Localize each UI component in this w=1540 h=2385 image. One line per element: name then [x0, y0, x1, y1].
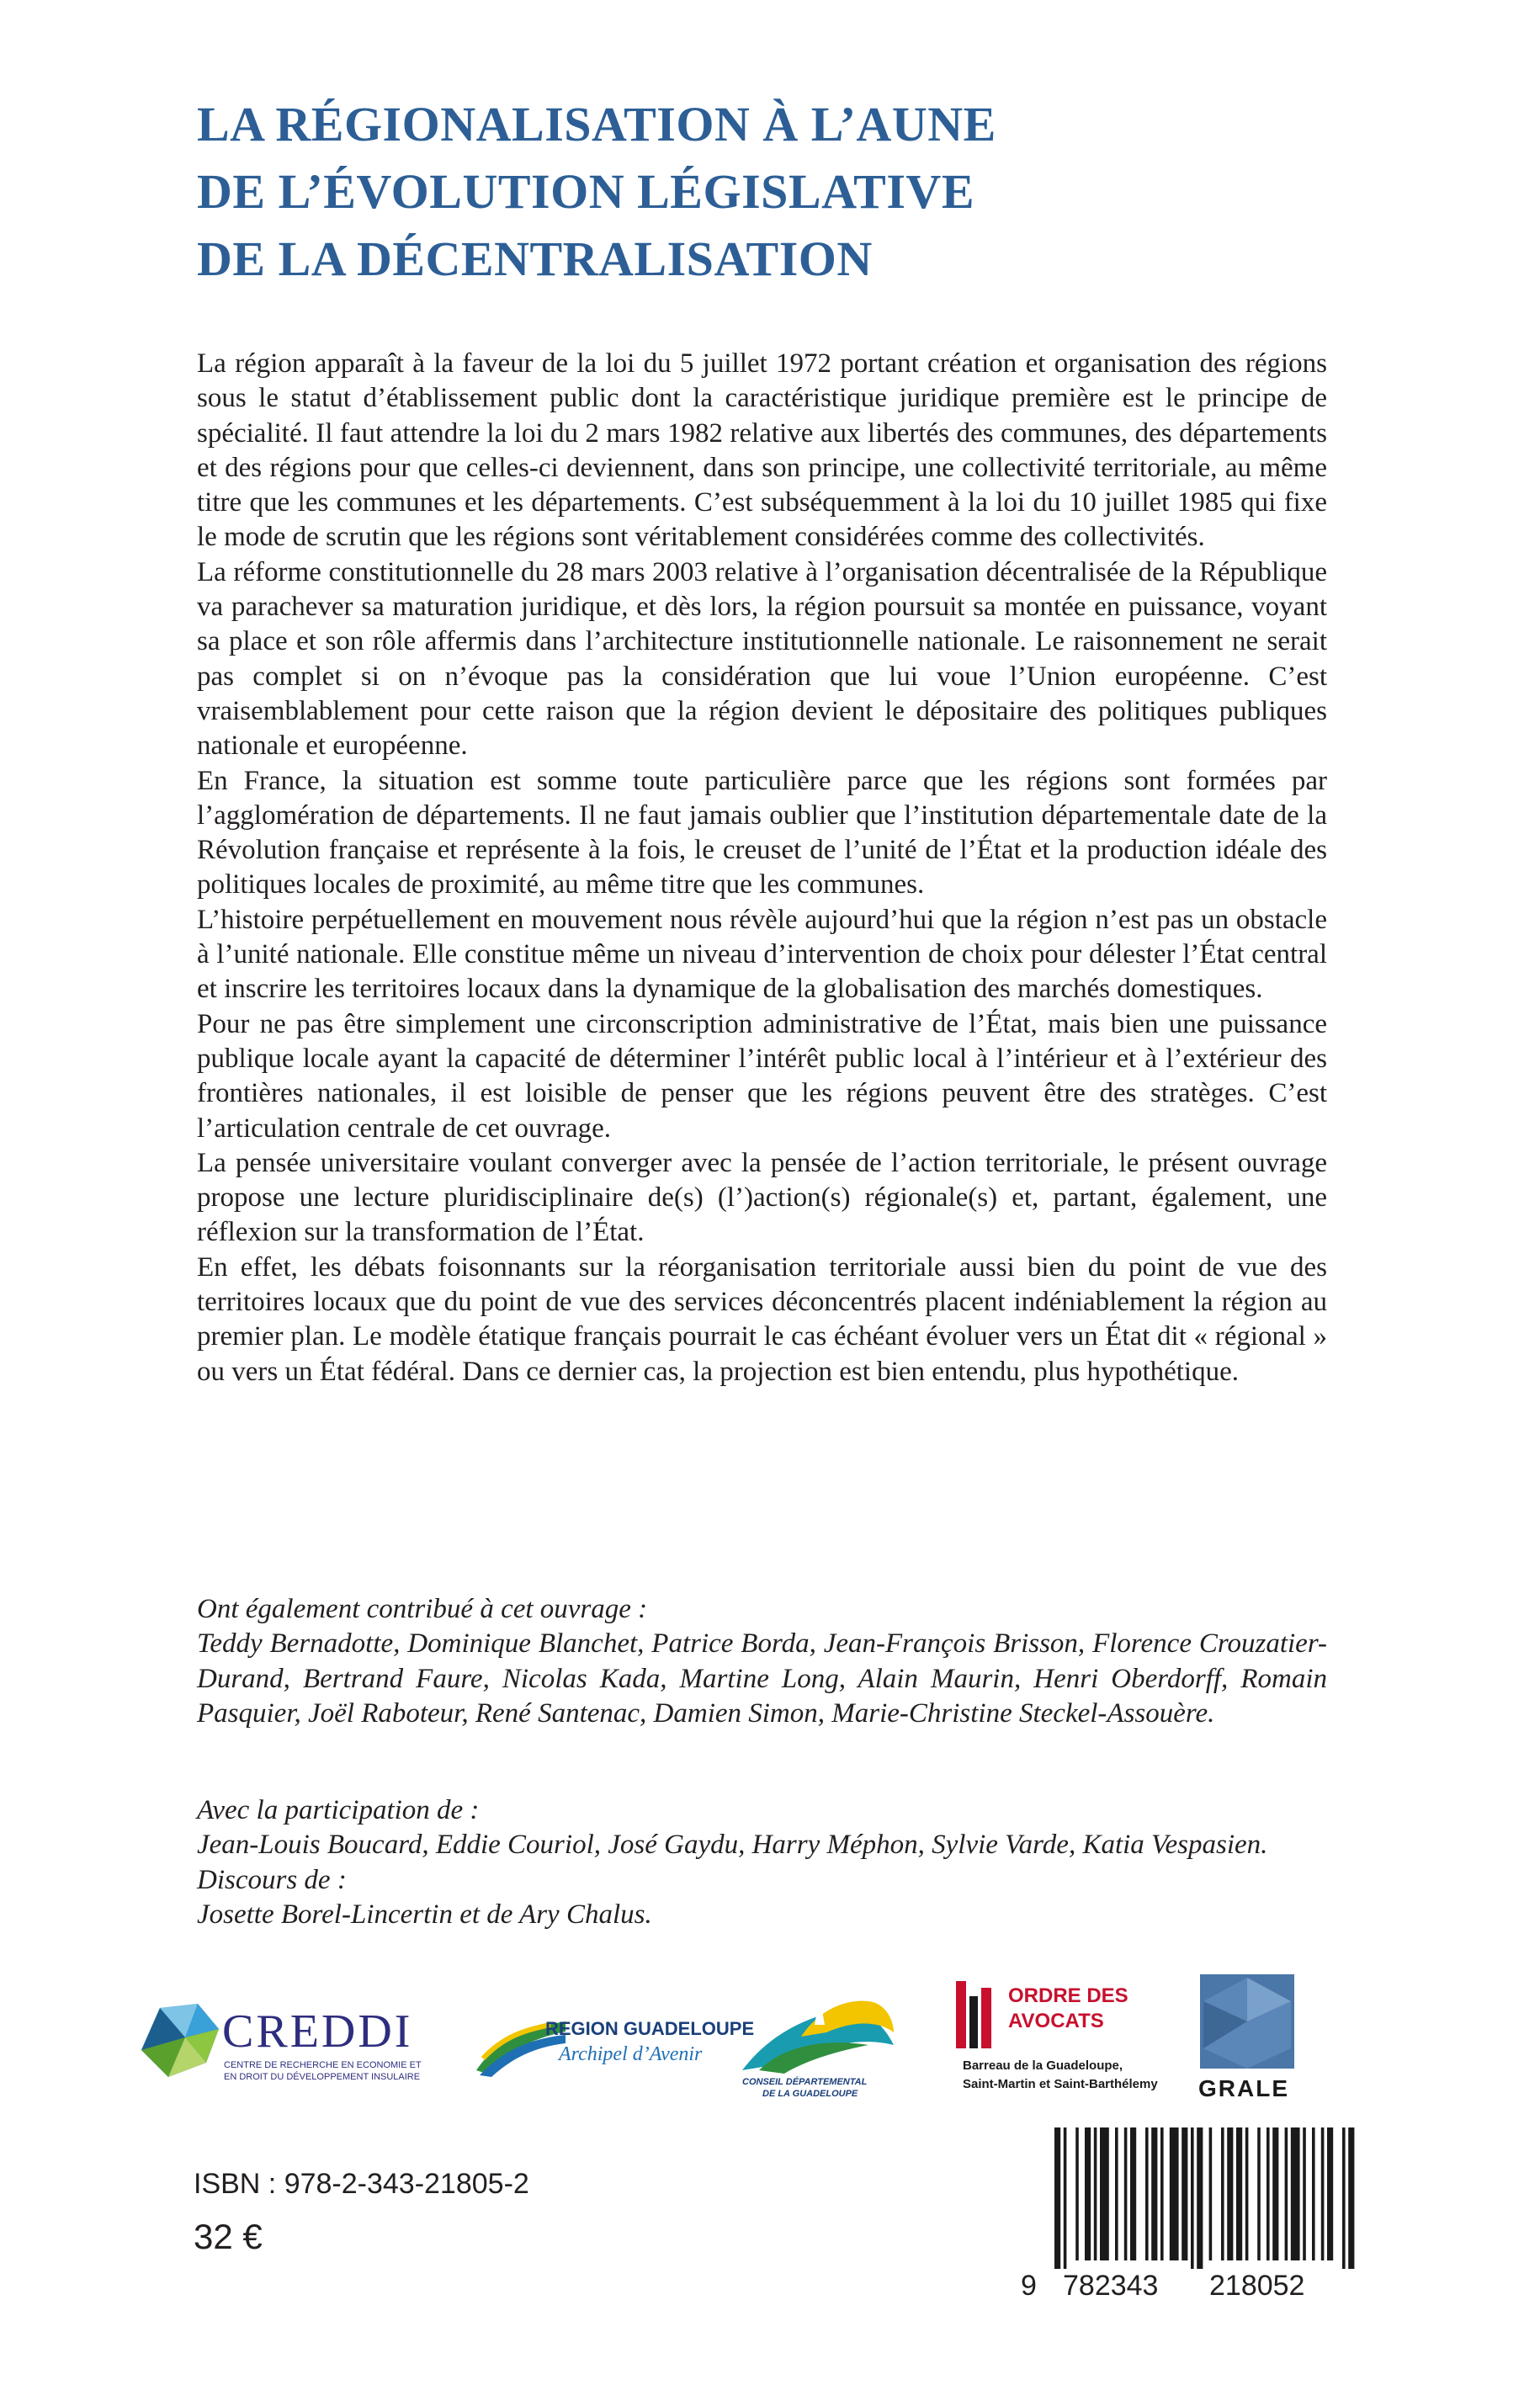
barcode-bar — [1285, 2127, 1288, 2260]
barcode-bar — [1130, 2127, 1136, 2260]
barcode-bar — [1342, 2127, 1346, 2269]
barcode-bar — [1321, 2127, 1325, 2260]
grale-name: GRALE — [1198, 2075, 1289, 2101]
grale-logo — [1197, 1971, 1298, 2106]
title-line-3: DE LA DÉCENTRALISATION — [197, 231, 873, 286]
barcode-bar — [1094, 2127, 1097, 2260]
barcode-bars — [1021, 2127, 1357, 2271]
barcode-group-1: 782343 — [1063, 2270, 1159, 2302]
barcode-bar — [1100, 2127, 1109, 2260]
barcode-bar — [1064, 2127, 1067, 2269]
conseil-line-2: DE LA GUADELOUPE — [762, 2089, 858, 2099]
barcode-bar — [1267, 2127, 1270, 2260]
barcode-bar — [1348, 2127, 1354, 2269]
paragraph-2: La réforme constitutionnelle du 28 mars 2003 relative à l’organisation décentralisée de la République va parachever sa maturation juridique, et dès lors, la région poursuit sa montée en puissance, voyant sa place et son rôle affermis dans l’architecture institutionnelle nationale. Le raisonnement ne serait pas complet si on n’évoque pas la considération que lui voue l’Union européenne. C’est vraisemblablement pour cette raison que la région devient le dépositaire des politiques publiques nationale et européenne. — [197, 556, 1327, 762]
contributors-names: Teddy Bernadotte, Dominique Blanchet, Patrice Borda, Jean-François Brisson, Florence Crouzatier-Durand, Bertrand Faure, Nicolas Kada, Martine Long, Alain Maurin, Henri Oberdorff, Romain Pasquier, Joël Raboteur, René Santenac, Damien Simon, Marie-Christine Steckel-Assouère. — [197, 1628, 1327, 1729]
barcode-bar — [1115, 2127, 1118, 2260]
conseil-emblem-icon — [734, 1986, 902, 2079]
barcode-bar — [1257, 2127, 1261, 2260]
creddi-logo — [135, 2000, 438, 2084]
grale-emblem-icon — [1197, 1971, 1298, 2072]
avocats-line-1: ORDRE DES — [1008, 1984, 1128, 2007]
barcode-group-2: 218052 — [1209, 2270, 1305, 2302]
price-text: 32 € — [194, 2217, 263, 2256]
barcode-bar — [1221, 2127, 1224, 2260]
ordre-avocats-logo — [956, 1978, 1158, 2104]
discours-heading: Discours de : — [197, 1864, 347, 1895]
isbn-text: ISBN : 978-2-343-21805-2 — [194, 2168, 529, 2200]
participation-block — [197, 1793, 1327, 1932]
barcode-bar — [1170, 2127, 1179, 2260]
region-name: REGION GUADELOUPE — [545, 2018, 755, 2039]
conseil-departemental-logo — [734, 1986, 902, 2104]
paragraph-5: Pour ne pas être simplement une circonscription administrative de l’État, mais bien une puissance publique locale ayant la capacité de déterminer l’intérêt public local à l’intérieur et à l’extérieur des frontières nationales, il est loisible de penser que les régions peuvent être des stratèges. C’est l’articulation centrale de cet ouvrage. — [197, 1008, 1327, 1144]
avocats-pillars-icon — [956, 1981, 995, 2048]
barcode-bar — [1209, 2127, 1213, 2260]
barcode-bar — [1312, 2127, 1315, 2260]
barcode-bar — [1303, 2127, 1306, 2260]
barcode-bar — [1151, 2127, 1157, 2260]
title-line-1: LA RÉGIONALISATION À L’AUNE — [197, 97, 996, 151]
barcode-bar — [1291, 2127, 1300, 2260]
creddi-emblem-icon — [135, 2000, 227, 2084]
barcode-bar — [1075, 2127, 1079, 2260]
region-tagline: Archipel d’Avenir — [559, 2043, 703, 2065]
creddi-sub-2: EN DROIT DU DÉVELOPPEMENT INSULAIRE — [224, 2072, 421, 2082]
barcode-bar — [1182, 2127, 1187, 2260]
discours-names: Josette Borel-Lincertin et de Ary Chalus. — [197, 1899, 652, 1930]
contributors-block — [197, 1592, 1327, 1731]
summary-text — [197, 347, 1327, 1389]
barcode-bar — [1272, 2127, 1278, 2260]
region-guadeloupe-logo — [475, 2013, 755, 2080]
avocats-line-3: Barreau de la Guadeloupe, — [963, 2058, 1123, 2073]
avocats-line-4: Saint-Martin et Saint-Barthélemy — [963, 2077, 1158, 2091]
partner-logos — [135, 1969, 1313, 2121]
paragraph-7: En effet, les débats foisonnants sur la réorganisation territoriale aussi bien du point de vue des territoires locaux que du point de vue des services déconcentrés placent indéniablement la région au premier plan. Le modèle étatique français pourrait le cas échéant évoluer vers un État dit « régional » ou vers un État fédéral. Dans ce dernier cas, la projection est bien entendu, plus hypothétique. — [197, 1251, 1327, 1387]
barcode-bar — [1160, 2127, 1164, 2260]
paragraph-3: En France, la situation est somme toute particulière parce que les régions sont formées par l’agglomération de départements. Il ne faut jamais oublier que l’institution départementale date de la Révolution française et représente à la fois, le creuset de l’unité de l’État et la production idéale des politiques locales de proximité, au même titre que les communes. — [197, 765, 1327, 900]
barcode-bar — [1245, 2127, 1249, 2260]
paragraph-6: La pensée universitaire voulant converger avec la pensée de l’action territoriale, le présent ouvrage propose une lecture pluridisciplinaire de(s) (l’)action(s) régionale(s) et, partant, également, une réflexion sur la transformation de l’État. — [197, 1147, 1327, 1248]
barcode-bar — [1227, 2127, 1233, 2260]
barcode-bar — [1236, 2127, 1242, 2260]
barcode-bar — [1327, 2127, 1333, 2260]
creddi-name: CREDDI — [222, 2005, 413, 2058]
paragraph-4: L’histoire perpétuellement en mouvement nous révèle aujourd’hui que la région n’est pas un obstacle à l’unité nationale. Elle constitue même un niveau d’intervention de choix pour délester l’État central et inscrire les territoires locaux dans la dynamique de la globalisation des marchés domestiques. — [197, 904, 1327, 1005]
barcode-bar — [1145, 2127, 1149, 2260]
page-title — [197, 91, 1375, 293]
barcode-bar — [1197, 2127, 1203, 2269]
avocats-line-2: AVOCATS — [1008, 2010, 1104, 2032]
barcode-bar — [1054, 2127, 1060, 2269]
creddi-sub-1: CENTRE DE RECHERCHE EN ECONOMIE ET — [224, 2060, 422, 2070]
conseil-line-1: CONSEIL DÉPARTEMENTAL — [742, 2077, 868, 2087]
barcode-bar — [1191, 2127, 1194, 2269]
contributors-heading: Ont également contribué à cet ouvrage : — [197, 1594, 648, 1624]
participation-names: Jean-Louis Boucard, Eddie Couriol, José Gaydu, Harry Méphon, Sylvie Varde, Katia Vespasien. — [197, 1830, 1268, 1861]
title-line-2: DE L’ÉVOLUTION LÉGISLATIVE — [197, 164, 975, 219]
barcode-bar — [1124, 2127, 1128, 2260]
barcode-digit-prefix: 9 — [1021, 2270, 1037, 2302]
barcode-bar — [1085, 2127, 1091, 2260]
participation-heading: Avec la participation de : — [197, 1795, 480, 1825]
paragraph-1: La région apparaît à la faveur de la loi du 5 juillet 1972 portant création et organisation des régions sous le statut d’établissement public dont la caractéristique juridique première est le principe de spécialité. Il faut attendre la loi du 2 mars 1982 relative aux libertés des communes, des départements et des régions pour que celles-ci deviennent, dans son principe, une collectivité territoriale, au même titre que les communes et les départements. C’est subséquemment à la loi du 10 juillet 1985 qui fixe le mode de scrutin que les régions sont véritablement considérées comme des collectivités. — [197, 348, 1327, 553]
